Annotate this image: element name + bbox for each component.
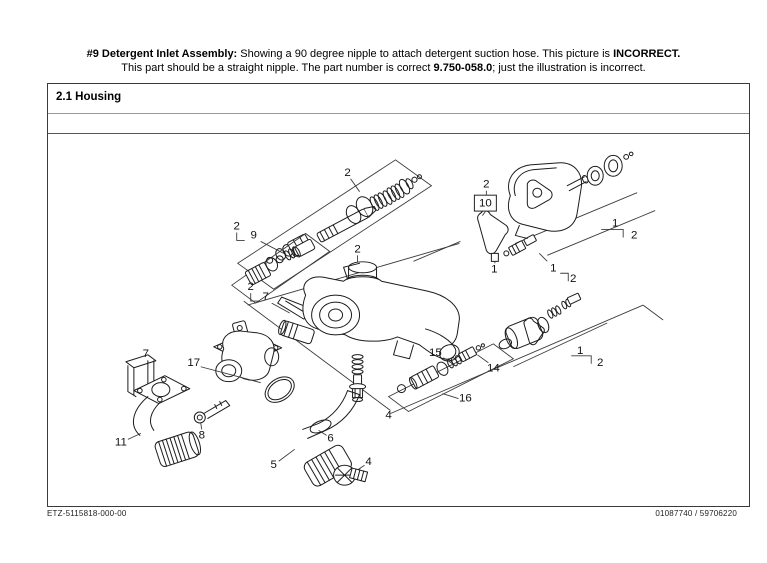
part-number-callout: 17 — [187, 356, 201, 369]
caption-line-2: This part should be a straight nipple. The part number is correct 9.750-058.0; just the illustration is incorrect. — [121, 62, 646, 74]
part-number-callout: 10 — [478, 197, 492, 210]
caption-part-title: #9 Detergent Inlet Assembly: — [86, 48, 238, 60]
part-number-callout: 7 — [262, 291, 269, 304]
part-number-callout: 7 — [142, 347, 150, 360]
part-number-callout: 11 — [114, 436, 127, 449]
housing-panel — [47, 83, 750, 507]
part-number-callout: 2 — [597, 356, 604, 369]
exploded-parts-drawing — [48, 134, 749, 506]
part-head-small — [498, 293, 608, 367]
doc-code-left: ETZ-5115818-000-00 — [47, 509, 127, 518]
part-number-callout: 2 — [233, 220, 240, 233]
doc-code-right: 01087740 / 59706220 — [655, 509, 737, 518]
caption-incorrect-note: INCORRECT. — [613, 48, 681, 60]
part-number-callout: 2 — [344, 166, 351, 179]
caption-part-number: 9.750-058.0 — [433, 62, 493, 74]
part-number-callout: 1 — [491, 263, 498, 276]
section-title: 2.1 Housing — [48, 84, 749, 114]
part-number-callout: 4 — [365, 456, 372, 469]
caption — [20, 47, 747, 75]
part-number-callout: 4 — [385, 409, 392, 422]
part-number-callout: 2 — [354, 243, 361, 256]
part-number-callout: 2 — [247, 281, 254, 294]
part-number-callout: 1 — [577, 344, 584, 357]
part-number-callout: 14 — [486, 362, 500, 375]
part-number-callout: 16 — [459, 392, 472, 405]
part-number-callout: 8 — [198, 429, 205, 442]
part-number-callout: 1 — [611, 217, 619, 230]
part-fittings-small — [504, 234, 568, 281]
part-number-callout: 1 — [550, 262, 557, 275]
part-number-callout: 9 — [250, 229, 257, 242]
part-number-callout: 6 — [327, 432, 334, 445]
part-number-callout: 2 — [483, 178, 490, 191]
part-elbow-inlet — [128, 376, 203, 468]
page-footer — [47, 509, 737, 518]
part-number-callout: 5 — [270, 459, 277, 472]
exploded-diagram — [48, 133, 749, 506]
part-elbow-outlet — [279, 391, 368, 489]
caption-line-1: #9 Detergent Inlet Assembly: Showing a 90 degree nipple to attach detergent suction hose. This picture is INCORRECT. — [86, 48, 681, 60]
part-number-callout: 2 — [630, 229, 638, 242]
part-number-callout: 2 — [570, 273, 577, 286]
part-valve-stack — [350, 355, 366, 402]
part-screw — [194, 401, 229, 430]
part-number-callout: 15 — [429, 346, 442, 359]
